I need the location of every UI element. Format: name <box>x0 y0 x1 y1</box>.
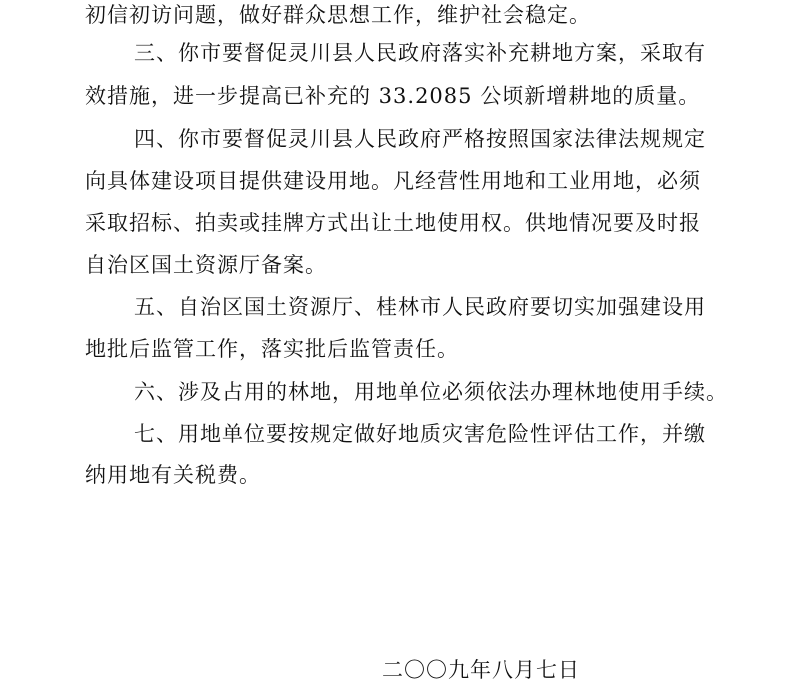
text-line-7: 自治区国土资源厅备案。 <box>85 253 327 277</box>
text-line-12: 纳用地有关税费。 <box>85 463 261 487</box>
text-line-5: 向具体建设项目提供建设用地。凡经营性用地和工业用地，必须 <box>85 169 701 193</box>
text-line-1: 初信初访问题，做好群众思想工作，维护社会稳定。 <box>85 3 591 27</box>
text-line-8: 五、自治区国土资源厅、桂林市人民政府要切实加强建设用 <box>134 295 706 319</box>
text-line-9: 地批后监管工作，落实批后监管责任。 <box>85 337 459 361</box>
document-date: 二〇〇九年八月七日 <box>382 658 580 682</box>
text-line-4: 四、你市要督促灵川县人民政府严格按照国家法律法规规定 <box>134 127 706 151</box>
text-line-10: 六、涉及占用的林地，用地单位必须依法办理林地使用手续。 <box>134 380 728 404</box>
text-line-6: 采取招标、拍卖或挂牌方式出让土地使用权。供地情况要及时报 <box>85 211 701 235</box>
text-line-2: 三、你市要督促灵川县人民政府落实补充耕地方案，采取有 <box>134 41 706 65</box>
text-line-11: 七、用地单位要按规定做好地质灾害危险性评估工作，并缴 <box>134 422 706 446</box>
text-line-3: 效措施，进一步提高已补充的 33.2085 公顷新增耕地的质量。 <box>85 84 701 108</box>
